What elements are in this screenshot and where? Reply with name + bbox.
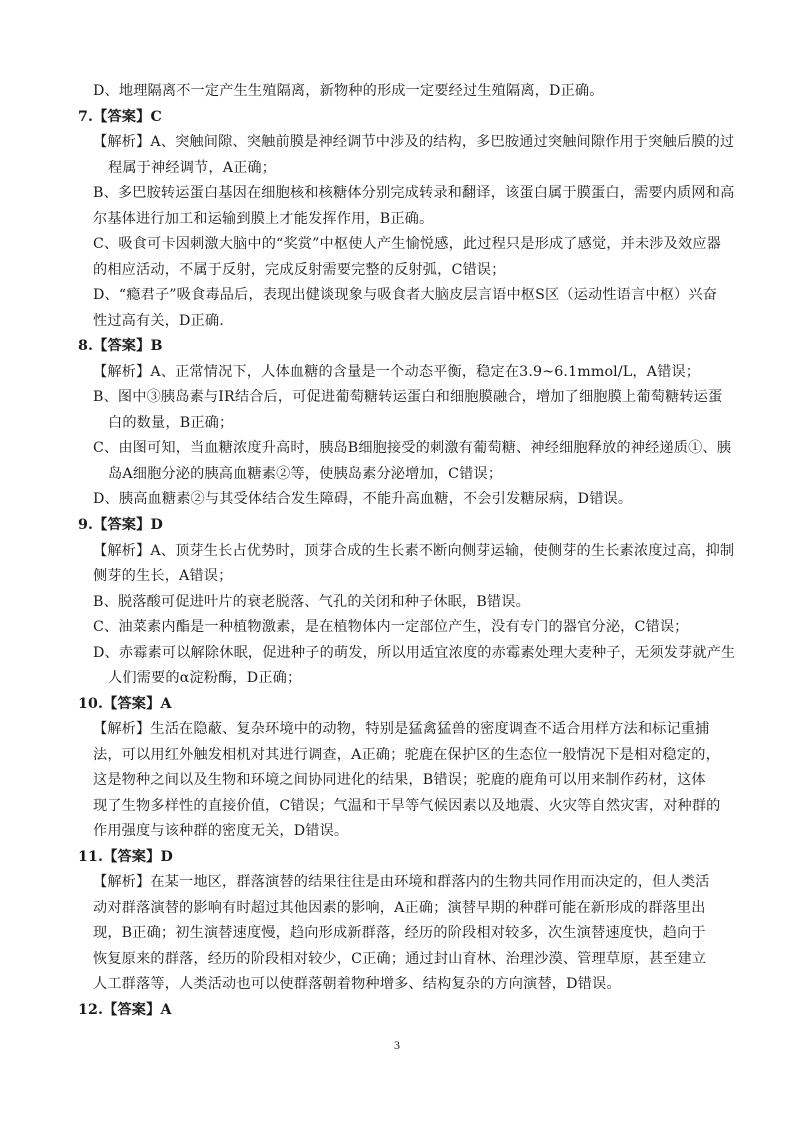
text-line: B、多巴胺转运蛋白基因在细胞核和核糖体分别完成转录和翻译，该蛋白属于膜蛋白，需要内质网和高: [93, 185, 735, 201]
text-line: 【解析】A、突触间隙、突触前膜是神经调节中涉及的结构，多巴胺通过突触间隙作用于突触后膜的过: [93, 134, 735, 150]
text-line: C、由图可知，当血糖浓度升高时，胰岛B细胞接受的刺激有葡萄糖、神经细胞释放的神经递质①、胰: [93, 440, 732, 456]
text-line: 【解析】A、正常情况下，人体血糖的含量是一个动态平衡，稳定在3.9~6.1mmol/L，A错误；: [93, 364, 701, 380]
text-line: 动对群落演替的影响有时超过其他因素的影响，A正确；演替早期的种群可能在新形成的群落里出: [93, 900, 706, 916]
text-line: 尔基体进行加工和运输到膜上才能发挥作用，B正确。: [93, 211, 434, 227]
answer-heading: 10.【答案】A: [78, 696, 172, 712]
text-line: 人们需要的α淀粉酶，D正确；: [108, 670, 302, 686]
text-line: 【解析】生活在隐蔽、复杂环境中的动物，特别是猛禽猛兽的密度调查不适合用样方法和标记重捕: [93, 721, 710, 737]
text-line: 恢复原来的群落，经历的阶段相对较少，C正确；通过封山育林、治理沙漠、管理草原，甚至建立: [93, 951, 707, 967]
text-line: D、地理隔离不一定产生生殖隔离，新物种的形成一定要经过生殖隔离，D正确。: [93, 83, 604, 99]
text-line: 作用强度与该种群的密度无关，D错误。: [93, 823, 349, 839]
answer-heading: 12.【答案】A: [78, 1002, 172, 1018]
text-line: D、赤霉素可以解除休眠，促进种子的萌发，所以用适宜浓度的赤霉素处理大麦种子，无须发芽就产生: [93, 645, 736, 661]
text-line: C、油菜素内酯是一种植物激素，是在植物体内一定部位产生，没有专门的器官分泌，C错误；: [93, 619, 689, 635]
text-line: 性过高有关，D正确.: [93, 313, 224, 329]
text-line: 【解析】A、顶芽生长占优势时，顶芽合成的生长素不断向侧芽运输，使侧芽的生长素浓度过高，抑制: [93, 543, 735, 559]
text-line: 白的数量，B正确；: [108, 415, 234, 431]
text-line: 程属于神经调节，A正确；: [108, 160, 277, 176]
answer-heading: 8.【答案】B: [78, 338, 163, 354]
page-number: 3: [394, 1038, 400, 1052]
text-line: 岛A细胞分泌的胰高血糖素②等，使胰岛素分泌增加，C错误；: [108, 466, 503, 482]
text-line: B、脱落酸可促进叶片的衰老脱落、气孔的关闭和种子休眠，B错误。: [93, 594, 530, 610]
text-line: D、“瘾君子”吸食毒品后，表现出健谈现象与吸食者大脑皮层言语中枢S区（运动性语言中枢）兴奋: [93, 287, 718, 303]
text-line: C、吸食可卡因刺激大脑中的“奖赏”中枢使人产生愉悦感，此过程只是形成了感觉，并未涉及效应器: [93, 236, 721, 252]
answer-heading: 11.【答案】D: [78, 849, 173, 865]
answer-heading: 9.【答案】D: [78, 517, 163, 533]
text-line: 现了生物多样性的直接价值，C错误；气温和干旱等气候因素以及地震、火灾等自然灾害，对种群的: [93, 798, 721, 814]
text-line: B、图中③胰岛素与IR结合后，可促进葡萄糖转运蛋白和细胞膜融合，增加了细胞膜上葡萄糖转运蛋: [93, 389, 723, 405]
text-line: 法，可以用红外触发相机对其进行调查，A正确；驼鹿在保护区的生态位一般情况下是相对稳定的，: [93, 747, 720, 763]
text-line: 【解析】在某一地区，群落演替的结果往往是由环境和群落内的生物共同作用而决定的，但人类活: [93, 874, 710, 890]
text-line: 人工群落等，人类活动也可以使群落朝着物种增多、结构复杂的方向演替，D错误。: [93, 976, 621, 992]
text-line: 的相应活动，不属于反射，完成反射需要完整的反射弧，C错误；: [93, 262, 506, 278]
text-line: 现，B正确；初生演替速度慢，趋向形成新群落，经历的阶段相对较多，次生演替速度快，趋向于: [93, 925, 706, 941]
text-line: D、胰高血糖素②与其受体结合发生障碍，不能升高血糖，不会引发糖尿病，D错误。: [93, 491, 633, 507]
text-line: 这是物种之间以及生物和环境之间协同进化的结果，B错误；驼鹿的鹿角可以用来制作药材，这体: [93, 772, 706, 788]
answer-heading: 7.【答案】C: [78, 109, 162, 125]
text-line: 侧芽的生长，A错误；: [93, 568, 233, 584]
